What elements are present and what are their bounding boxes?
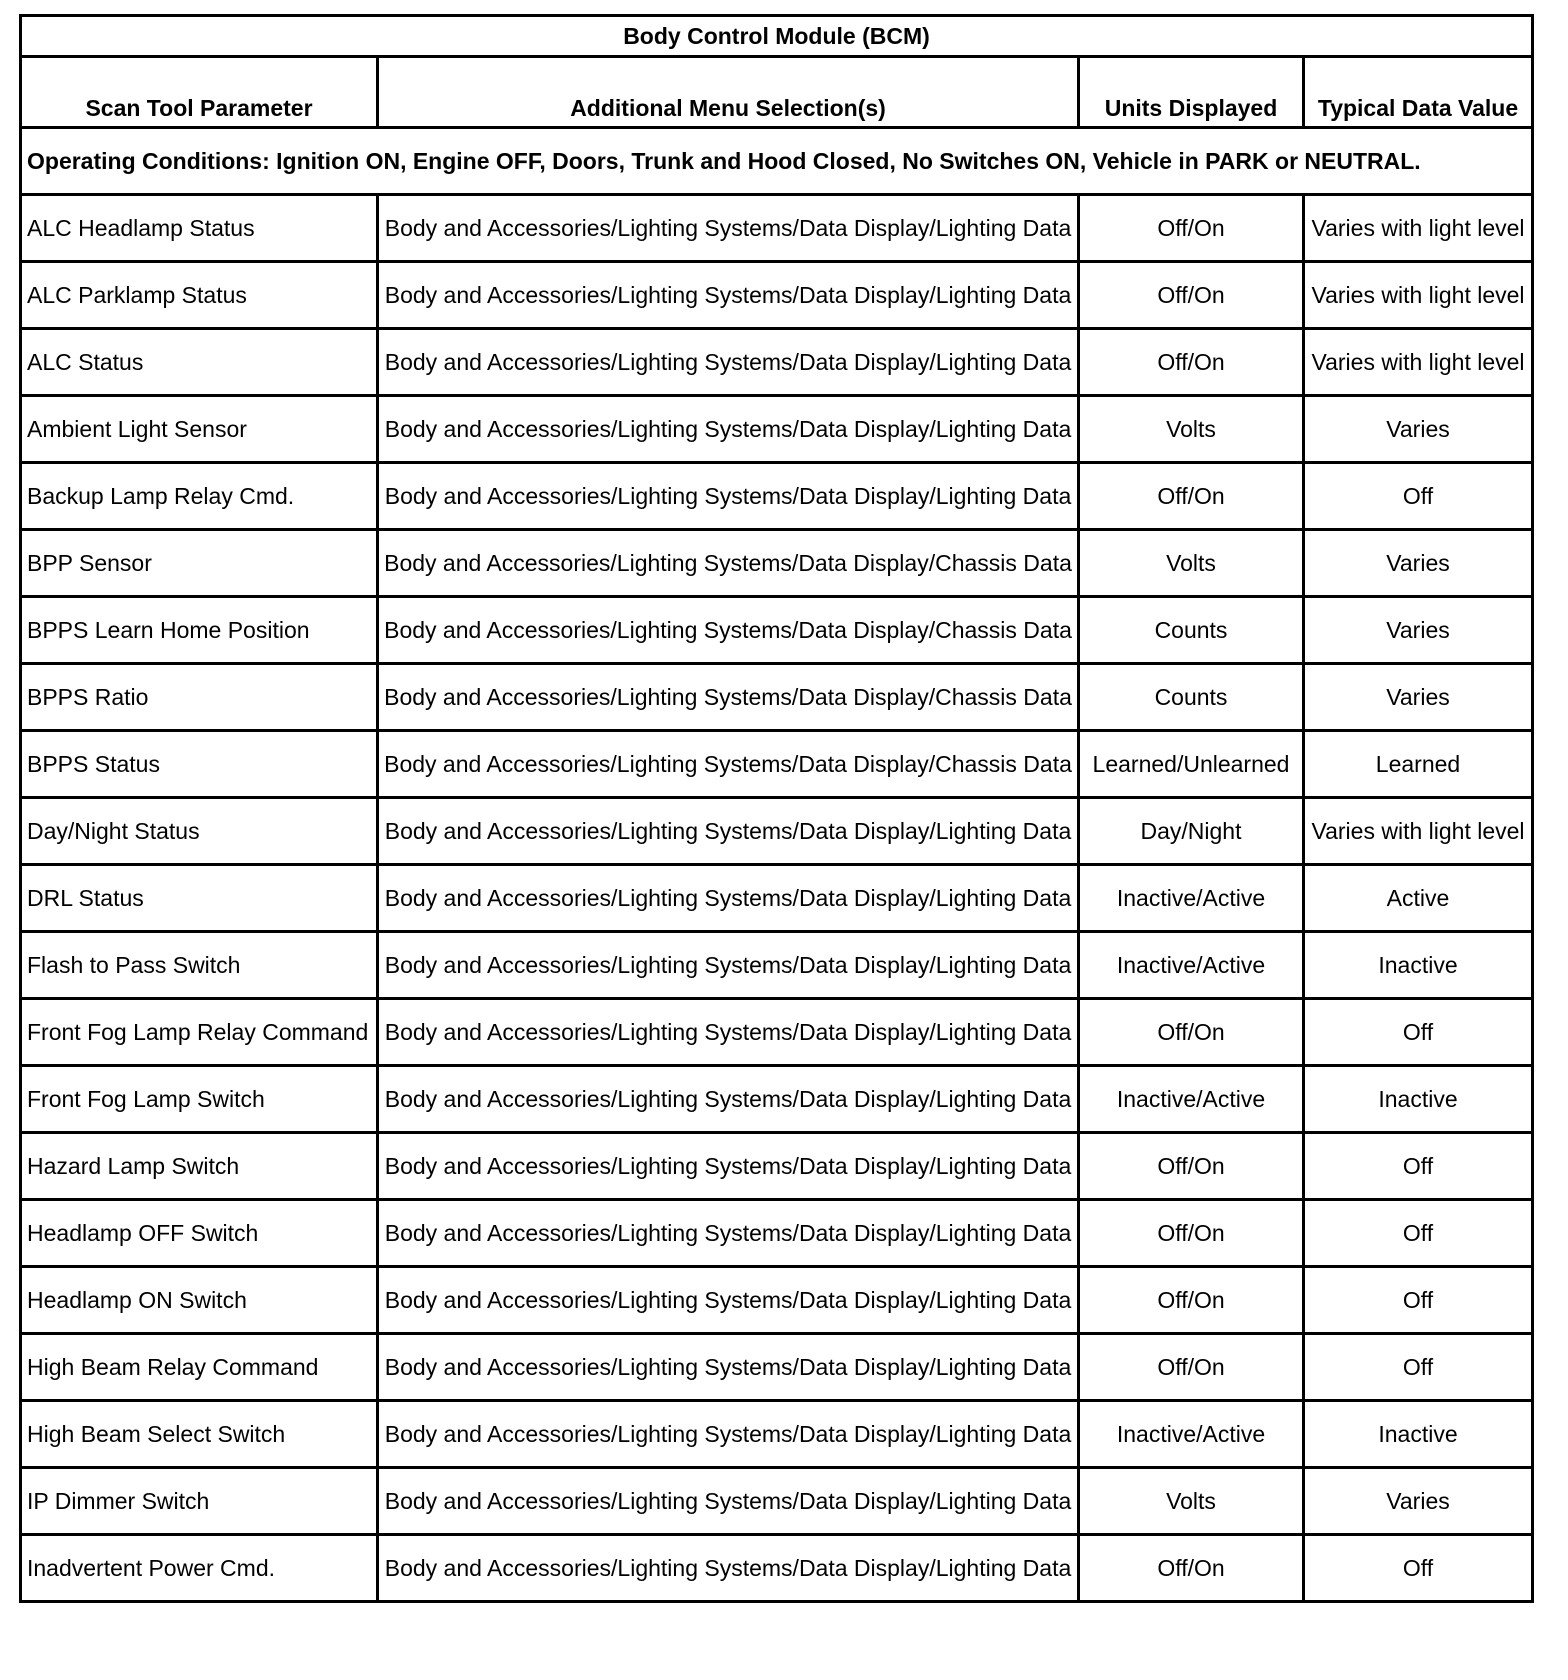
table-row [21, 597, 1533, 664]
table-row [21, 999, 1533, 1066]
menu-selection-cell: Body and Accessories/Lighting Systems/Data Display/Lighting Data [378, 999, 1079, 1066]
typical-value-cell: Off [1304, 1334, 1533, 1401]
table-row [21, 195, 1533, 262]
menu-selection-cell: Body and Accessories/Lighting Systems/Data Display/Chassis Data [378, 530, 1079, 597]
header-parameter: Scan Tool Parameter [21, 57, 378, 128]
typical-value-cell: Varies with light level [1304, 195, 1533, 262]
parameter-cell: BPP Sensor [21, 530, 378, 597]
units-cell: Volts [1079, 1468, 1304, 1535]
units-cell: Off/On [1079, 1133, 1304, 1200]
menu-selection-cell: Body and Accessories/Lighting Systems/Data Display/Lighting Data [378, 932, 1079, 999]
parameter-cell: High Beam Relay Command [21, 1334, 378, 1401]
table-row [21, 1133, 1533, 1200]
table-row [21, 329, 1533, 396]
table-row [21, 865, 1533, 932]
typical-value-cell: Inactive [1304, 1401, 1533, 1468]
table-row [21, 731, 1533, 798]
typical-value-cell: Varies with light level [1304, 262, 1533, 329]
parameter-cell: ALC Parklamp Status [21, 262, 378, 329]
menu-selection-cell: Body and Accessories/Lighting Systems/Data Display/Lighting Data [378, 1334, 1079, 1401]
table-row [21, 1468, 1533, 1535]
parameter-cell: Day/Night Status [21, 798, 378, 865]
units-cell: Off/On [1079, 262, 1304, 329]
table-row [21, 1535, 1533, 1602]
menu-selection-cell: Body and Accessories/Lighting Systems/Data Display/Chassis Data [378, 664, 1079, 731]
typical-value-cell: Varies [1304, 664, 1533, 731]
typical-value-cell: Learned [1304, 731, 1533, 798]
units-cell: Off/On [1079, 999, 1304, 1066]
parameter-cell: BPPS Learn Home Position [21, 597, 378, 664]
units-cell: Off/On [1079, 195, 1304, 262]
parameter-cell: ALC Headlamp Status [21, 195, 378, 262]
units-cell: Volts [1079, 530, 1304, 597]
typical-value-cell: Inactive [1304, 932, 1533, 999]
table-row [21, 396, 1533, 463]
table-row [21, 1066, 1533, 1133]
parameter-cell: Front Fog Lamp Relay Command [21, 999, 378, 1066]
units-cell: Counts [1079, 597, 1304, 664]
menu-selection-cell: Body and Accessories/Lighting Systems/Data Display/Lighting Data [378, 1066, 1079, 1133]
menu-selection-cell: Body and Accessories/Lighting Systems/Data Display/Lighting Data [378, 396, 1079, 463]
table-row [21, 664, 1533, 731]
typical-value-cell: Inactive [1304, 1066, 1533, 1133]
table-row [21, 1200, 1533, 1267]
parameter-cell: IP Dimmer Switch [21, 1468, 378, 1535]
menu-selection-cell: Body and Accessories/Lighting Systems/Data Display/Chassis Data [378, 731, 1079, 798]
units-cell: Off/On [1079, 1200, 1304, 1267]
parameter-cell: Backup Lamp Relay Cmd. [21, 463, 378, 530]
typical-value-cell: Off [1304, 463, 1533, 530]
units-cell: Off/On [1079, 1267, 1304, 1334]
typical-value-cell: Varies [1304, 597, 1533, 664]
typical-value-cell: Varies [1304, 396, 1533, 463]
units-cell: Learned/Unlearned [1079, 731, 1304, 798]
menu-selection-cell: Body and Accessories/Lighting Systems/Data Display/Lighting Data [378, 195, 1079, 262]
table-row [21, 463, 1533, 530]
parameter-cell: Flash to Pass Switch [21, 932, 378, 999]
menu-selection-cell: Body and Accessories/Lighting Systems/Data Display/Lighting Data [378, 1133, 1079, 1200]
units-cell: Day/Night [1079, 798, 1304, 865]
parameter-cell: Front Fog Lamp Switch [21, 1066, 378, 1133]
table-row [21, 1267, 1533, 1334]
menu-selection-cell: Body and Accessories/Lighting Systems/Data Display/Lighting Data [378, 262, 1079, 329]
menu-selection-cell: Body and Accessories/Lighting Systems/Data Display/Lighting Data [378, 1267, 1079, 1334]
parameter-cell: High Beam Select Switch [21, 1401, 378, 1468]
units-cell: Inactive/Active [1079, 1401, 1304, 1468]
units-cell: Off/On [1079, 1334, 1304, 1401]
menu-selection-cell: Body and Accessories/Lighting Systems/Data Display/Lighting Data [378, 1535, 1079, 1602]
header-units: Units Displayed [1079, 57, 1304, 128]
menu-selection-cell: Body and Accessories/Lighting Systems/Data Display/Lighting Data [378, 1200, 1079, 1267]
header-menu-selection: Additional Menu Selection(s) [378, 57, 1079, 128]
units-cell: Counts [1079, 664, 1304, 731]
typical-value-cell: Varies [1304, 530, 1533, 597]
typical-value-cell: Off [1304, 1200, 1533, 1267]
header-typical-value: Typical Data Value [1304, 57, 1533, 128]
parameter-cell: Headlamp OFF Switch [21, 1200, 378, 1267]
table-row [21, 1401, 1533, 1468]
menu-selection-cell: Body and Accessories/Lighting Systems/Data Display/Lighting Data [378, 865, 1079, 932]
table-row [21, 530, 1533, 597]
table-row [21, 262, 1533, 329]
units-cell: Off/On [1079, 329, 1304, 396]
bcm-data-table [19, 14, 1534, 1603]
typical-value-cell: Off [1304, 1267, 1533, 1334]
table-row [21, 798, 1533, 865]
units-cell: Inactive/Active [1079, 1066, 1304, 1133]
typical-value-cell: Off [1304, 999, 1533, 1066]
parameter-cell: Inadvertent Power Cmd. [21, 1535, 378, 1602]
units-cell: Off/On [1079, 463, 1304, 530]
menu-selection-cell: Body and Accessories/Lighting Systems/Data Display/Lighting Data [378, 1468, 1079, 1535]
typical-value-cell: Varies with light level [1304, 798, 1533, 865]
units-cell: Inactive/Active [1079, 865, 1304, 932]
table-row [21, 1334, 1533, 1401]
units-cell: Volts [1079, 396, 1304, 463]
menu-selection-cell: Body and Accessories/Lighting Systems/Data Display/Lighting Data [378, 329, 1079, 396]
typical-value-cell: Active [1304, 865, 1533, 932]
parameter-cell: Headlamp ON Switch [21, 1267, 378, 1334]
parameter-cell: DRL Status [21, 865, 378, 932]
typical-value-cell: Varies [1304, 1468, 1533, 1535]
parameter-cell: BPPS Status [21, 731, 378, 798]
table-title: Body Control Module (BCM) [21, 16, 1533, 57]
typical-value-cell: Off [1304, 1535, 1533, 1602]
units-cell: Off/On [1079, 1535, 1304, 1602]
operating-conditions: Operating Conditions: Ignition ON, Engine OFF, Doors, Trunk and Hood Closed, No Switches ON, Vehicle in PARK or NEUTRAL. [21, 128, 1533, 195]
parameter-cell: ALC Status [21, 329, 378, 396]
parameter-cell: Hazard Lamp Switch [21, 1133, 378, 1200]
typical-value-cell: Off [1304, 1133, 1533, 1200]
parameter-cell: Ambient Light Sensor [21, 396, 378, 463]
table-row [21, 932, 1533, 999]
typical-value-cell: Varies with light level [1304, 329, 1533, 396]
menu-selection-cell: Body and Accessories/Lighting Systems/Data Display/Lighting Data [378, 798, 1079, 865]
menu-selection-cell: Body and Accessories/Lighting Systems/Data Display/Lighting Data [378, 1401, 1079, 1468]
menu-selection-cell: Body and Accessories/Lighting Systems/Data Display/Lighting Data [378, 463, 1079, 530]
parameter-cell: BPPS Ratio [21, 664, 378, 731]
units-cell: Inactive/Active [1079, 932, 1304, 999]
menu-selection-cell: Body and Accessories/Lighting Systems/Data Display/Chassis Data [378, 597, 1079, 664]
